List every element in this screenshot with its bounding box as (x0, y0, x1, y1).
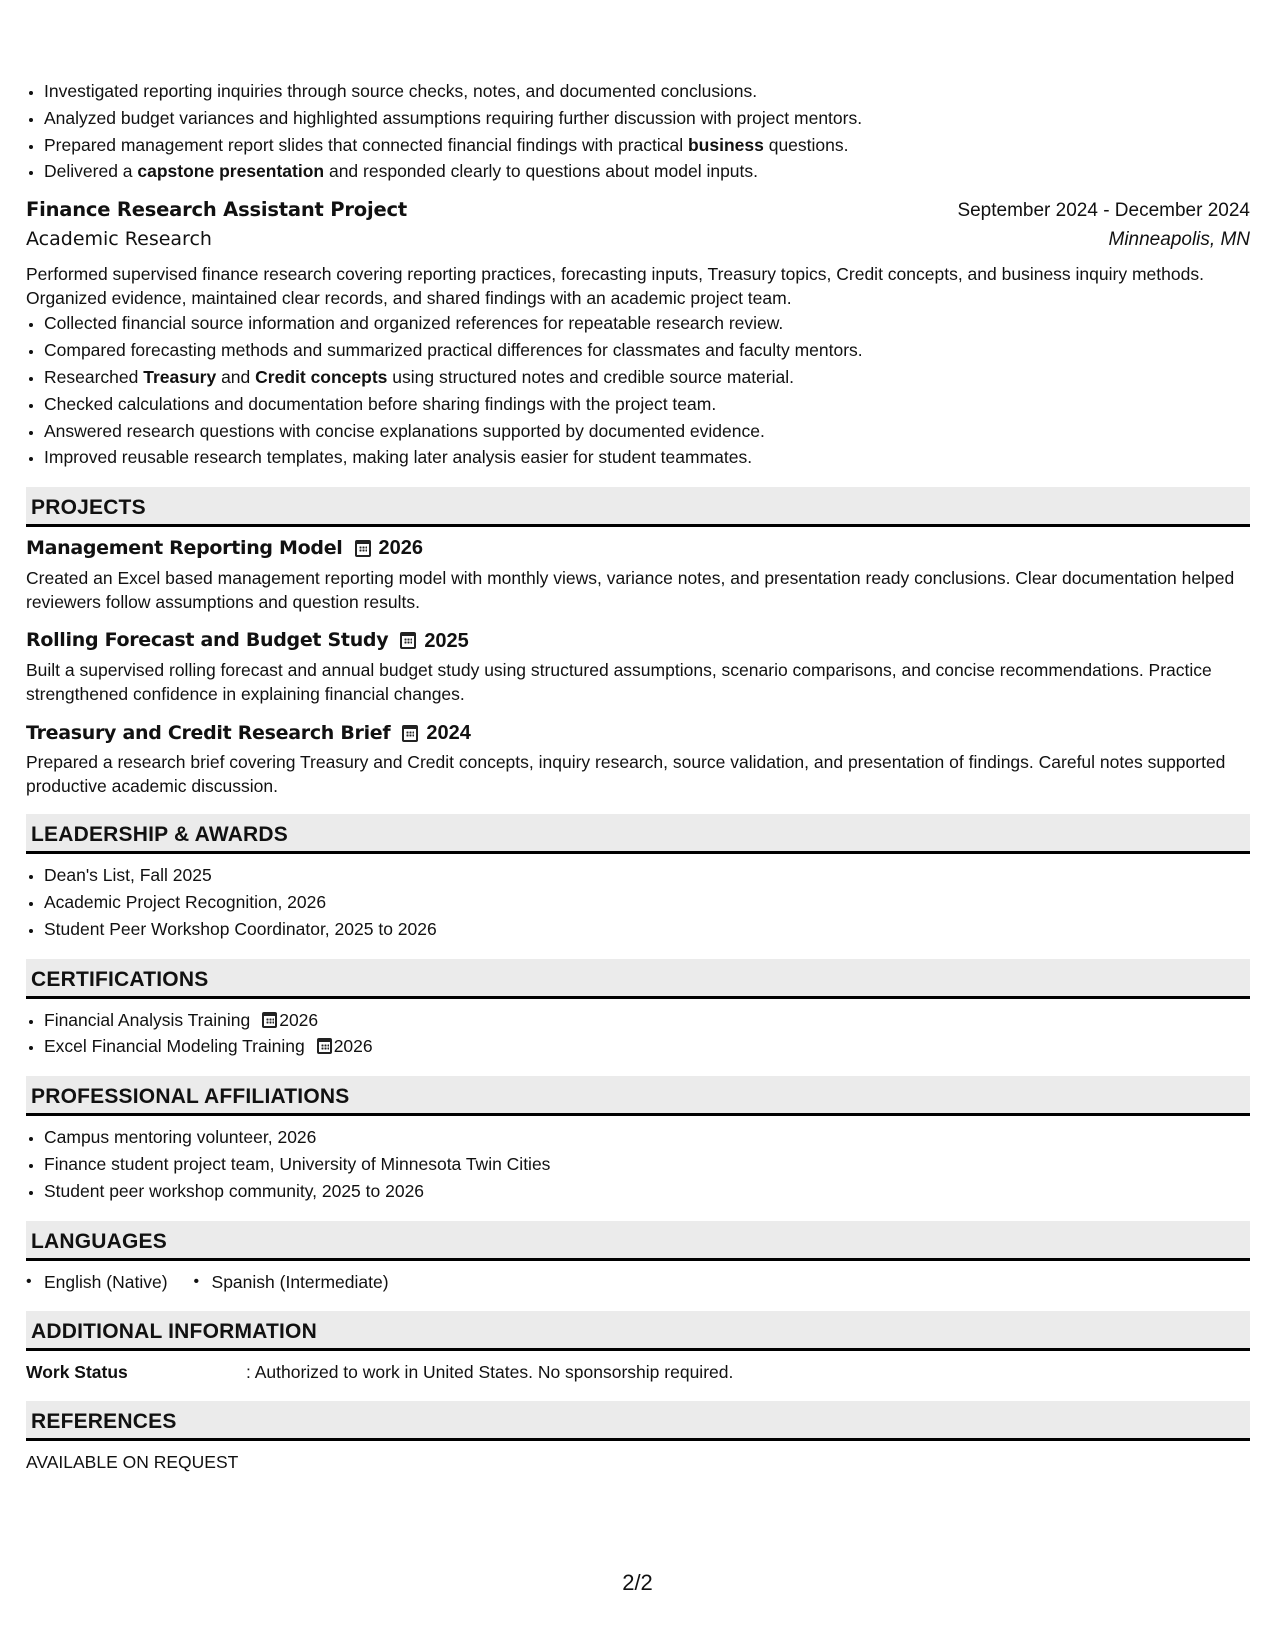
project-title: Management Reporting Model (26, 536, 343, 559)
page-number: 2/2 (622, 1570, 653, 1595)
list-item: • Delivered a capstone presentation and responded clearly to questions about model inputs. (44, 158, 1250, 185)
project-description: Created an Excel based management reporting model with monthly views, variance notes, and presentation ready conclusions. Clear documentation helped reviewers follow assumptions and question results. (26, 567, 1235, 612)
section-heading: LANGUAGES (26, 1221, 1250, 1261)
experience-bullets (26, 310, 1250, 471)
additional-info-section (26, 1311, 1250, 1385)
project-item (26, 535, 1250, 613)
calendar-icon (402, 725, 418, 742)
list-item: • Investigated reporting inquiries through source checks, notes, and documented conclusions. (44, 78, 1250, 105)
experience-dates: September 2024 - December 2024 (957, 200, 1250, 222)
list-item: • Improved reusable research templates, making later analysis easier for student teammates. (44, 444, 1250, 471)
leadership-list (26, 862, 1250, 942)
list-item: • English (Native) (26, 1269, 168, 1295)
list-item (44, 1007, 1250, 1034)
languages-section (26, 1221, 1250, 1295)
list-item: • Dean's List, Fall 2025 (44, 862, 1250, 889)
section-heading: LEADERSHIP & AWARDS (26, 814, 1250, 854)
project-year: 2025 (424, 629, 469, 652)
project-title: Treasury and Credit Research Brief (26, 721, 391, 744)
certification-name: Financial Analysis Training (44, 1009, 251, 1030)
project-title: Rolling Forecast and Budget Study (26, 629, 389, 652)
list-item: • Compared forecasting methods and summarized practical differences for classmates and faculty mentors. (44, 337, 1250, 364)
references-section (26, 1401, 1250, 1475)
affiliations-section (26, 1076, 1250, 1204)
experience-title: Finance Research Assistant Project (26, 198, 407, 222)
resume-page (26, 78, 1250, 1475)
work-status-label: Work Status (26, 1361, 128, 1382)
experience-location: Minneapolis, MN (1108, 229, 1250, 251)
certifications-section (26, 959, 1250, 1061)
projects-section (26, 487, 1250, 798)
calendar-icon (317, 1038, 332, 1054)
list-item: • Checked calculations and documentation before sharing findings with the project team. (44, 391, 1250, 418)
list-item: • Academic Project Recognition, 2026 (44, 889, 1250, 916)
certifications-list (26, 1007, 1250, 1061)
project-item (26, 720, 1250, 798)
list-item: • Analyzed budget variances and highlighted assumptions requiring further discussion with project mentors. (44, 105, 1250, 132)
previous-experience-bullets (26, 78, 1250, 185)
section-heading: ADDITIONAL INFORMATION (26, 1311, 1250, 1351)
list-item: • Campus mentoring volunteer, 2026 (44, 1124, 1250, 1151)
list-item: • Student Peer Workshop Coordinator, 2025 to 2026 (44, 916, 1250, 943)
list-item: • Finance student project team, University of Minnesota Twin Cities (44, 1151, 1250, 1178)
experience-description: Performed supervised finance research covering reporting practices, forecasting inputs, Treasury topics, Credit concepts, and business inquiry methods. Organized evidence, maintained clear records, and shared findings with an academic project team. (26, 264, 1204, 309)
calendar-icon (400, 632, 416, 649)
list-item: • Researched Treasury and Credit concepts using structured notes and credible source material. (44, 364, 1250, 391)
list-item (44, 1033, 1250, 1060)
experience-organization: Academic Research (26, 228, 212, 251)
section-heading: REFERENCES (26, 1401, 1250, 1441)
work-status-row (26, 1359, 1250, 1385)
project-year: 2024 (426, 721, 471, 744)
list-item: • Spanish (Intermediate) (194, 1269, 389, 1295)
affiliations-list (26, 1124, 1250, 1204)
calendar-icon (262, 1012, 277, 1028)
list-item: • Prepared management report slides that connected financial findings with practical business questions. (44, 132, 1250, 159)
calendar-icon (355, 540, 371, 557)
certification-year: 2026 (279, 1009, 319, 1030)
section-heading: PROJECTS (26, 487, 1250, 527)
section-heading: CERTIFICATIONS (26, 959, 1250, 999)
list-item: • Collected financial source information and organized references for repeatable research review. (44, 310, 1250, 337)
languages-list (26, 1269, 1250, 1295)
list-item: • Answered research questions with concise explanations supported by documented evidence. (44, 418, 1250, 445)
list-item: • Student peer workshop community, 2025 to 2026 (44, 1178, 1250, 1205)
project-description: Built a supervised rolling forecast and annual budget study using structured assumptions, scenario comparisons, and concise recommendations. Practice strengthened confidence in explaining financial changes. (26, 659, 1212, 704)
project-description: Prepared a research brief covering Treasury and Credit concepts, inquiry research, source validation, and presentation of findings. Careful notes supported productive academic discussion. (26, 752, 1226, 797)
project-year: 2026 (378, 537, 424, 560)
experience-entry (26, 197, 1250, 471)
work-status-value: : Authorized to work in United States. No sponsorship required. (246, 1361, 734, 1382)
references-text: AVAILABLE ON REQUEST (26, 1451, 239, 1472)
project-item (26, 628, 1250, 706)
leadership-section (26, 814, 1250, 942)
certification-year: 2026 (333, 1036, 373, 1057)
certification-name: Excel Financial Modeling Training (44, 1036, 305, 1057)
section-heading: PROFESSIONAL AFFILIATIONS (26, 1076, 1250, 1116)
